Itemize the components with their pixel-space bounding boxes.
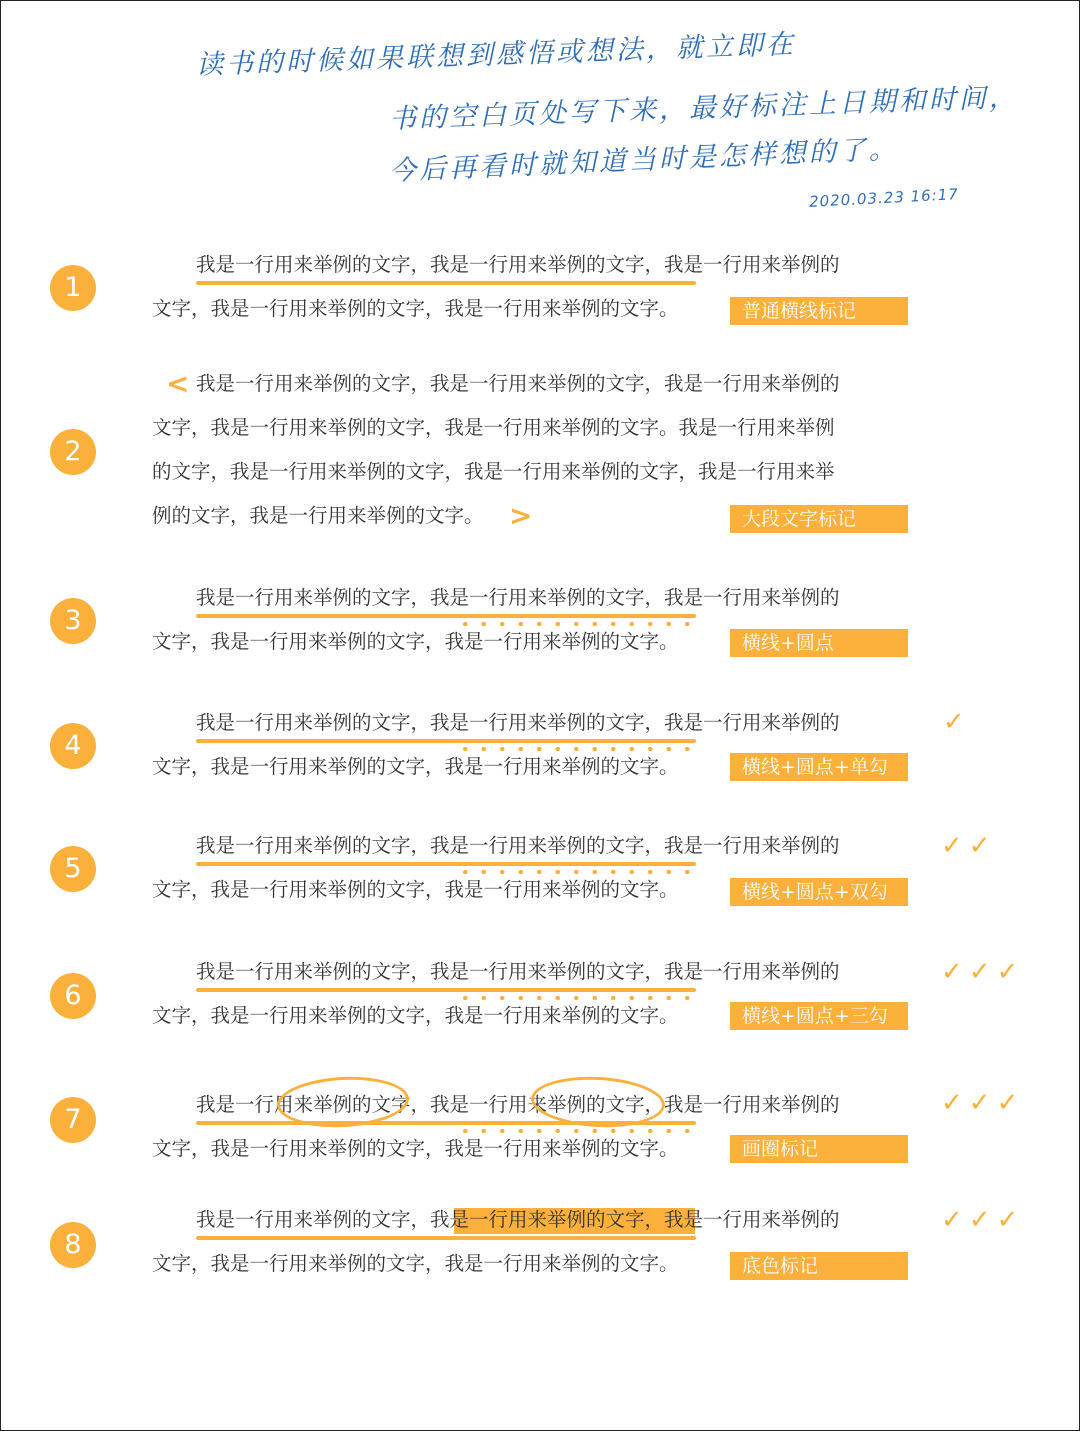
item-number-badge: 5: [50, 846, 96, 892]
underline-mark: [196, 614, 696, 618]
underline-mark: [196, 1236, 696, 1240]
check-icon: ✓✓✓: [941, 1205, 1025, 1235]
close-bracket-mark: >: [509, 499, 533, 532]
item-number-badge: 3: [50, 598, 96, 644]
item-text-line: 我是一行用来举例的文字，我是一行用来举例的文字，我是一行用来举例的: [196, 586, 840, 609]
item-text-line: 文字，我是一行用来举例的文字，我是一行用来举例的文字。我是一行用来举例: [152, 416, 835, 439]
dot-emphasis-mark: [456, 747, 696, 751]
underline-mark: [196, 1121, 696, 1125]
item-number-badge: 4: [50, 723, 96, 769]
item-text-line: 文字，我是一行用来举例的文字，我是一行用来举例的文字。: [152, 1004, 679, 1027]
mark-type-label: 大段文字标记: [730, 505, 908, 533]
dot-emphasis-mark: [456, 1129, 696, 1133]
item-text-line: 文字，我是一行用来举例的文字，我是一行用来举例的文字。: [152, 1252, 679, 1275]
item-number-badge: 7: [50, 1097, 96, 1143]
item-text-line: 文字，我是一行用来举例的文字，我是一行用来举例的文字。: [152, 297, 679, 320]
item-text-line: 文字，我是一行用来举例的文字，我是一行用来举例的文字。: [152, 878, 679, 901]
item-text-line: 我是一行用来举例的文字，我是一行用来举例的文字，我是一行用来举例的: [196, 253, 840, 276]
item-text-line: 我是一行用来举例的文字，我是一行用来举例的文字，我是一行用来举例的: [196, 1208, 840, 1231]
item-number-badge: 6: [50, 973, 96, 1019]
underline-mark: [196, 739, 696, 743]
item-text-line: 我是一行用来举例的文字，我是一行用来举例的文字，我是一行用来举例的: [196, 372, 840, 395]
mark-type-label: 横线+圆点+双勾: [730, 878, 908, 906]
item-number-badge: 8: [50, 1222, 96, 1268]
mark-type-label: 普通横线标记: [730, 297, 908, 325]
mark-type-label: 横线+圆点+单勾: [730, 753, 908, 781]
mark-type-label: 横线+圆点: [730, 629, 908, 657]
underline-mark: [196, 988, 696, 992]
mark-type-label: 画圈标记: [730, 1135, 908, 1163]
check-icon: ✓: [943, 707, 971, 737]
item-text-line: 我是一行用来举例的文字，我是一行用来举例的文字，我是一行用来举例的: [196, 711, 840, 734]
mark-type-label: 底色标记: [730, 1252, 908, 1280]
check-icon: ✓✓: [941, 831, 997, 861]
mark-type-label: 横线+圆点+三勾: [730, 1002, 908, 1030]
item-text-line: 的文字，我是一行用来举例的文字，我是一行用来举例的文字，我是一行用来举: [152, 460, 835, 483]
item-text-line: 例的文字，我是一行用来举例的文字。: [152, 504, 484, 527]
dot-emphasis-mark: [456, 996, 696, 1000]
item-text-line: 文字，我是一行用来举例的文字，我是一行用来举例的文字。: [152, 630, 679, 653]
handwritten-note-line-3: 今后再看时就知道当时是怎样想的了。: [388, 133, 900, 187]
underline-mark: [196, 862, 696, 866]
item-text-line: 文字，我是一行用来举例的文字，我是一行用来举例的文字。: [152, 755, 679, 778]
item-text-line: 我是一行用来举例的文字，我是一行用来举例的文字，我是一行用来举例的: [196, 834, 840, 857]
dot-emphasis-mark: [456, 622, 696, 626]
underline-mark: [196, 281, 696, 285]
item-text-line: 我是一行用来举例的文字，我是一行用来举例的文字，我是一行用来举例的: [196, 1093, 840, 1116]
handwritten-note-line-2: 书的空白页处写下来，最好标注上日期和时间，: [388, 82, 1020, 135]
item-text-line: 我是一行用来举例的文字，我是一行用来举例的文字，我是一行用来举例的: [196, 960, 840, 983]
item-text-line: 文字，我是一行用来举例的文字，我是一行用来举例的文字。: [152, 1137, 679, 1160]
item-number-badge: 2: [50, 429, 96, 475]
open-bracket-mark: <: [166, 367, 190, 400]
item-number-badge: 1: [50, 265, 96, 311]
handwritten-note-line-1: 读书的时候如果联想到感悟或想法，就立即在: [195, 29, 797, 81]
dot-emphasis-mark: [456, 870, 696, 874]
check-icon: ✓✓✓: [941, 1088, 1025, 1118]
note-datetime: 2020.03.23 16:17: [808, 185, 960, 211]
check-icon: ✓✓✓: [941, 957, 1025, 987]
